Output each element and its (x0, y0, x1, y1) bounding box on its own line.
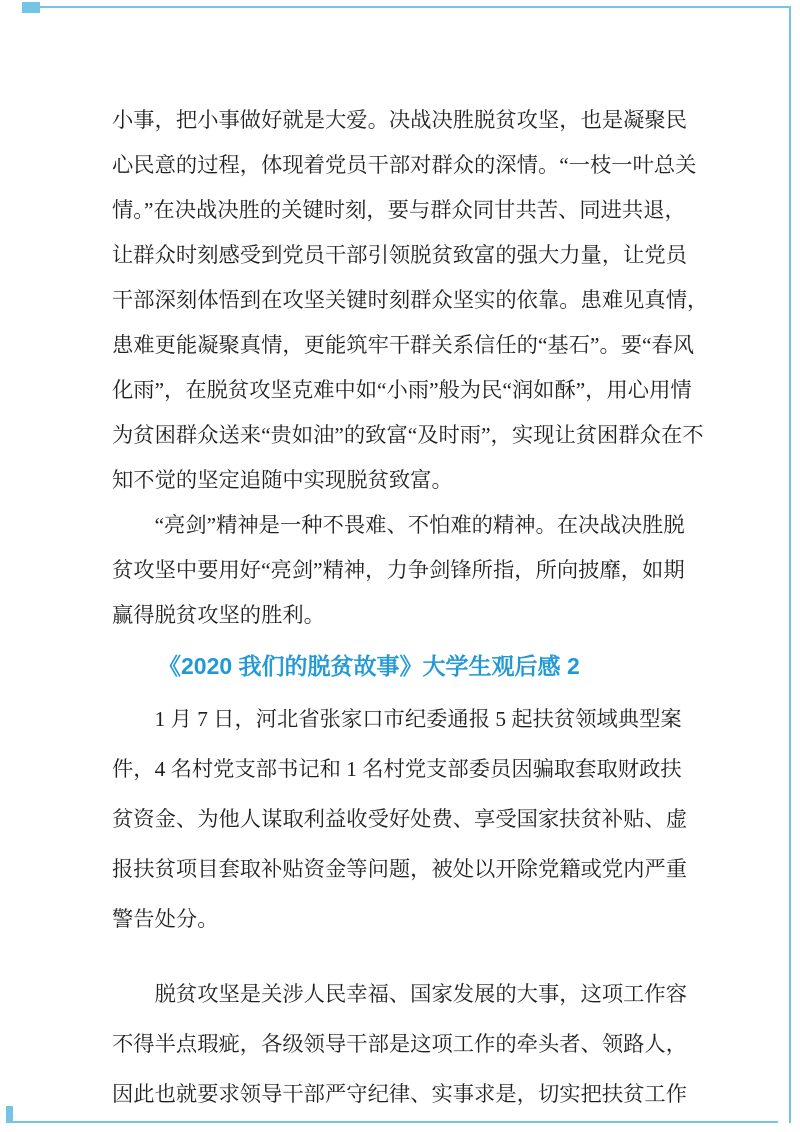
text-line: 件，4 名村党支部书记和 1 名村党支部委员因骗取套取财政扶 (112, 757, 682, 781)
text-line: 赢得脱贫攻坚的胜利。 (112, 603, 325, 627)
text-line: 贫攻坚中要用好“亮剑”精神，力争剑锋所指，所向披靡，如期 (112, 558, 685, 582)
text-line: 情。”在决战决胜的关键时刻，要与群众同甘共苦、同进共退， (112, 198, 686, 222)
paragraph (112, 694, 692, 944)
text-line: 化雨”，在脱贫攻坚克难中如“小雨”般为民“润如酥”，用心用情 (112, 378, 692, 402)
text-line: 1 月 7 日，河北省张家口市纪委通报 5 起扶贫领域典型案 (154, 707, 682, 731)
paragraph (112, 969, 692, 1119)
page-border-right-line (789, 6, 791, 1123)
text-line: 让群众时刻感受到党员干部引领脱贫致富的强大力量，让党员 (112, 243, 688, 267)
document-body (112, 98, 709, 1119)
text-line: “亮剑”精神是一种不畏难、不怕难的精神。在决战决胜脱 (154, 513, 685, 537)
text-line: 患难更能凝聚真情，更能筑牢干群关系信任的“基石”。要“春风 (112, 333, 695, 357)
page-border-bottom-line (8, 1121, 778, 1123)
page-border-bottomleft-mark (6, 1106, 13, 1123)
text-line: 心民意的过程，体现着党员干部对群众的深情。“一枝一叶总关 (112, 153, 697, 177)
text-line: 因此也就要求领导干部严守纪律、实事求是，切实把扶贫工作 (112, 1082, 688, 1106)
page-border-top-line (40, 6, 790, 8)
text-line: 干部深刻体悟到在攻坚关键时刻群众坚实的依靠。患难见真情， (112, 288, 709, 312)
text-line: 知不觉的坚定追随中实现脱贫致富。 (112, 468, 453, 492)
page-border-topleft-mark (22, 2, 40, 13)
text-line: 脱贫攻坚是关涉人民幸福、国家发展的大事，这项工作容 (154, 982, 688, 1006)
paragraph (112, 98, 709, 503)
text-line: 警告处分。 (112, 907, 219, 931)
paragraph (112, 503, 692, 638)
text-line: 不得半点瑕疵，各级领导干部是这项工作的牵头者、领路人， (112, 1032, 688, 1056)
text-line: 为贫困群众送来“贵如油”的致富“及时雨”，实现让贫困群众在不 (112, 423, 704, 447)
text-line: 报扶贫项目套取补贴资金等问题，被处以开除党籍或党内严重 (112, 857, 688, 881)
text-line: 小事，把小事做好就是大爱。决战决胜脱贫攻坚，也是凝聚民 (112, 108, 688, 132)
section-heading: 《2020 我们的脱贫故事》大学生观后感 2 (158, 653, 580, 679)
text-line: 贫资金、为他人谋取利益收受好处费、享受国家扶贫补贴、虚 (112, 807, 688, 831)
